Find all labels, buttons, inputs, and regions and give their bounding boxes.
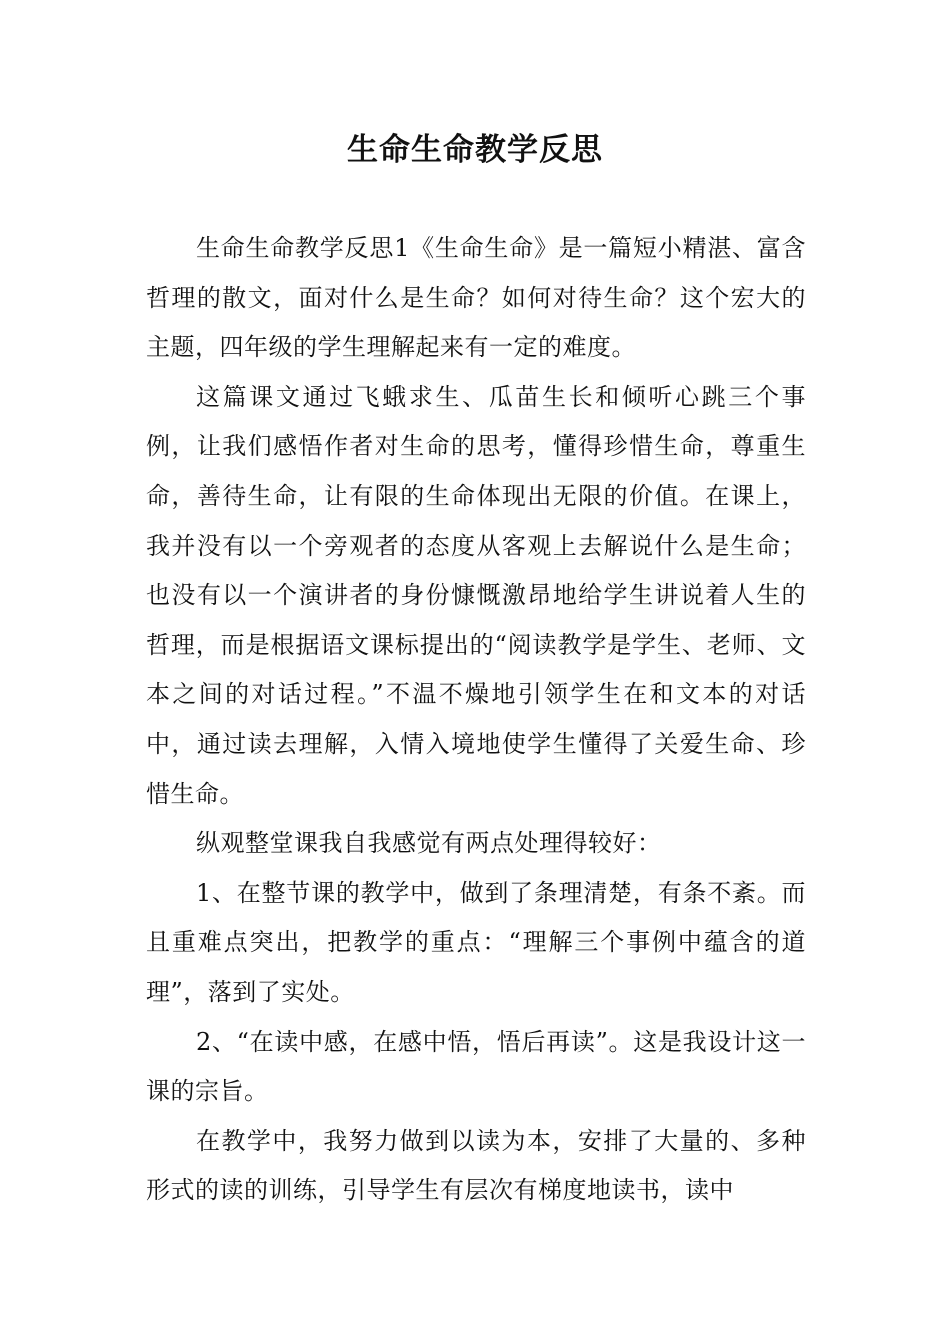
document-title: 生命生命教学反思 — [347, 132, 603, 168]
paragraph-6: 在教学中，我努力做到以读为本，安排了大量的、多种形式的读的训练，引导学生有层次有梯度地读书，读中 — [146, 1126, 806, 1205]
document-body — [146, 224, 806, 1216]
paragraph-1: 生命生命教学反思1《生命生命》是一篇短小精湛、富含哲理的散文，面对什么是生命？如何对待生命？这个宏大的主题，四年级的学生理解起来有一定的难度。 — [146, 234, 806, 362]
paragraph-4: 1、在整节课的教学中，做到了条理清楚，有条不紊。而且重难点突出，把教学的重点：“理解三个事例中蕴含的道理”，落到了实处。 — [146, 878, 806, 1006]
paragraph-2: 这篇课文通过飞蛾求生、瓜苗生长和倾听心跳三个事例，让我们感悟作者对生命的思考，懂得珍惜生命，尊重生命，善待生命，让有限的生命体现出无限的价值。在课上，我并没有以一个旁观者的态度从客观上去解说什么是生命；也没有以一个演讲者的身份慷慨激昂地给学生讲说着人生的哲理，而是根据语文课标提出的“阅读教学是学生、老师、文本之间的对话过程。”不温不燥地引领学生在和文本的对话中，通过读去理解，入情入境地使学生懂得了关爱生命、珍惜生命。 — [146, 382, 806, 808]
paragraph-5: 2、“在读中感，在感中悟，悟后再读”。这是我设计这一课的宗旨。 — [146, 1027, 806, 1106]
paragraph-3: 纵观整堂课我自我感觉有两点处理得较好： — [196, 829, 662, 858]
